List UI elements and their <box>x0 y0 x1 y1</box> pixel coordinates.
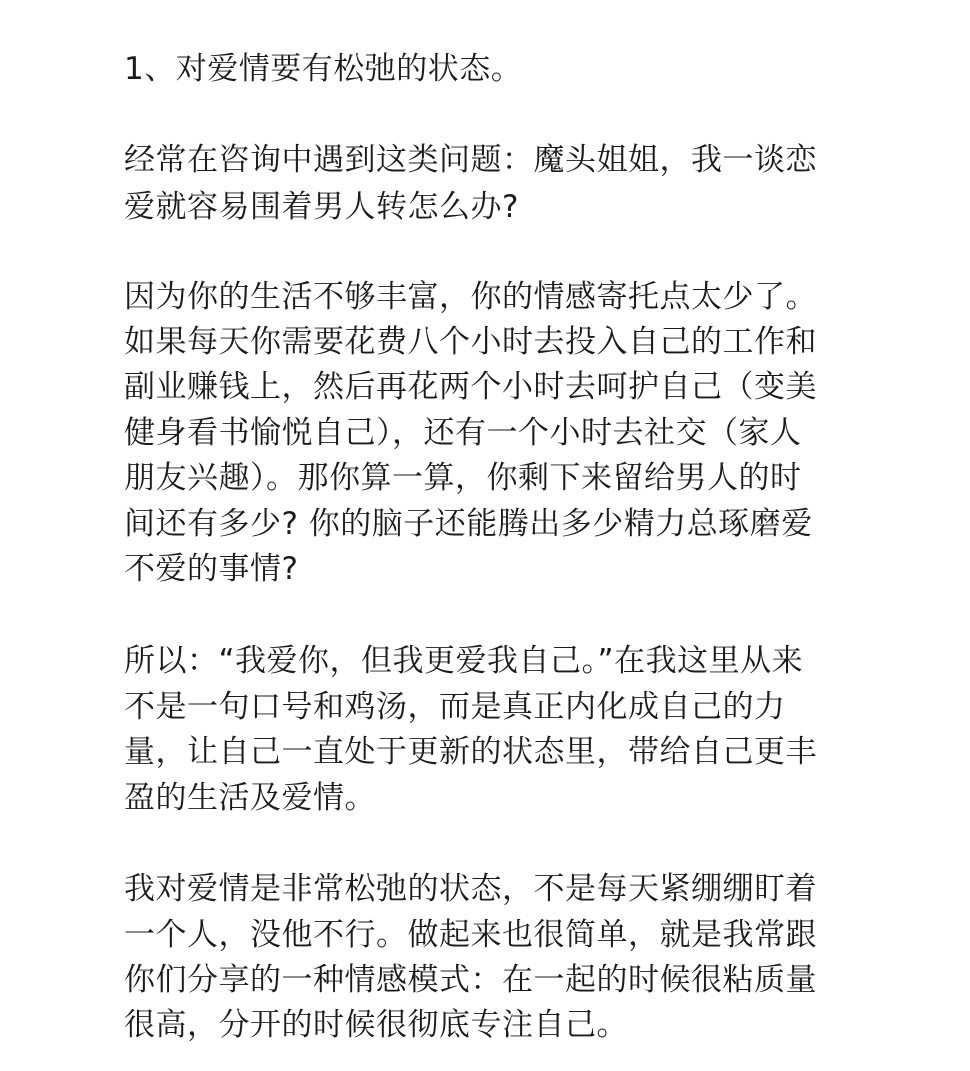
paragraph-2-line-5: 朋友兴趣）。那你算一算，你剩下来留给男人的时 <box>124 460 802 496</box>
paragraph-3-line-2: 不是一句口号和鸡汤，而是真正内化成自己的力 <box>124 689 786 725</box>
paragraph-1-line-2: 爱就容易围着男人转怎么办? <box>124 189 519 225</box>
paragraph-2-line-4: 健身看书愉悦自己），还有一个小时去社交（家人 <box>124 415 802 451</box>
paragraph-4-line-1: 我对爱情是非常松弛的状态，不是每天紧绷绷盯着 <box>124 871 817 907</box>
paragraph-2-line-6: 间还有多少? 你的脑子还能腾出多少精力总琢磨爱 <box>124 506 813 542</box>
paragraph-3-line-3: 量，让自己一直处于更新的状态里，带给自己更丰 <box>124 734 817 770</box>
paragraph-2-line-2: 如果每天你需要花费八个小时去投入自己的工作和 <box>124 324 817 360</box>
paragraph-2-line-1: 因为你的生活不够丰富，你的情感寄托点太少了。 <box>124 279 817 315</box>
paragraph-3-line-1: 所以：“我爱你，但我更爱我自己。”在我这里从来 <box>124 643 804 679</box>
paragraph-1-line-1: 经常在咨询中遇到这类问题：魔头姐姐，我一谈恋 <box>124 142 817 178</box>
paragraph-2-line-3: 副业赚钱上，然后再花两个小时去呵护自己（变美 <box>124 369 817 405</box>
article-heading: 1、对爱情要有松弛的状态。 <box>124 51 523 87</box>
paragraph-4-line-2: 一个人，没他不行。做起来也很简单，就是我常跟 <box>124 917 817 953</box>
paragraph-3-line-4: 盈的生活及爱情。 <box>124 780 376 816</box>
paragraph-2-line-7: 不爱的事情? <box>124 551 299 587</box>
paragraph-4-line-3: 你们分享的一种情感模式：在一起的时候很粘质量 <box>124 962 817 998</box>
paragraph-4-line-4: 很高，分开的时候很彻底专注自己。 <box>124 1007 628 1043</box>
